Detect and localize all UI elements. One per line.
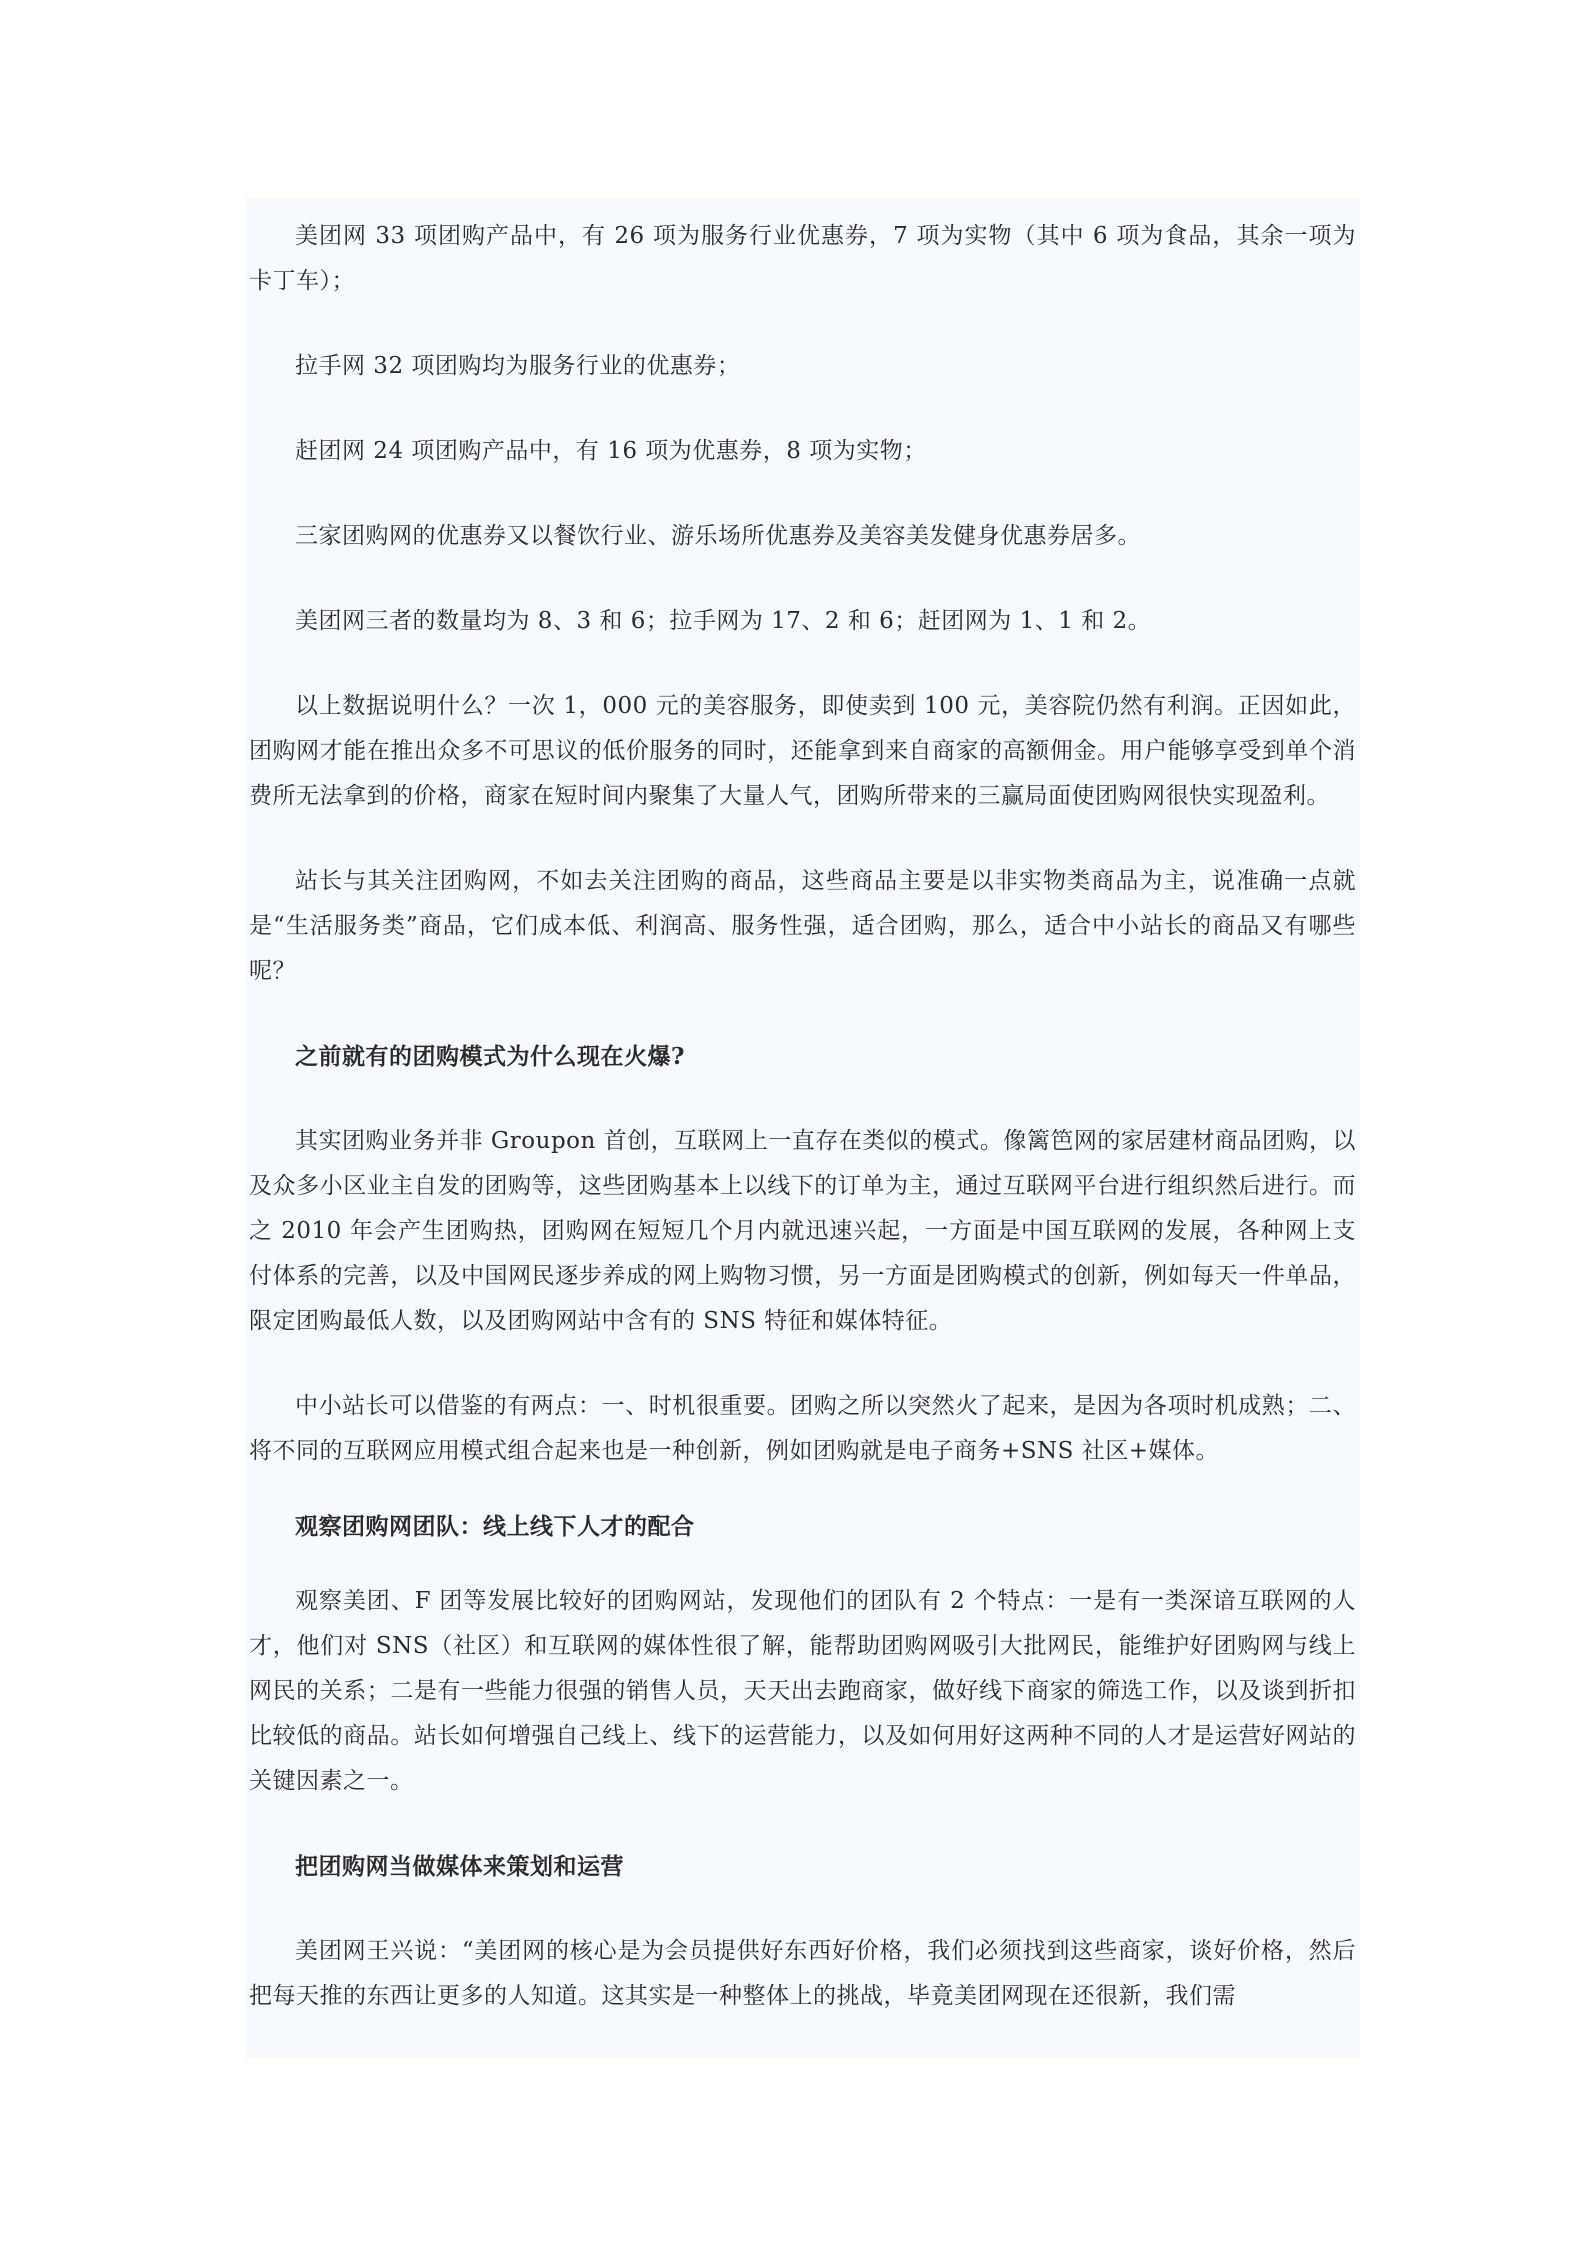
- paragraph: 中小站长可以借鉴的有两点：一、时机很重要。团购之所以突然火了起来，是因为各项时机成熟；二、将不同的互联网应用模式组合起来也是一种创新，例如团购就是电子商务+SNS 社区+媒体。: [249, 1393, 1356, 1464]
- paragraph: 三家团购网的优惠券又以餐饮行业、游乐场所优惠券及美容美发健身优惠券居多。: [295, 523, 1141, 549]
- paragraph: 赶团网 24 项团购产品中，有 16 项为优惠券，8 项为实物；: [295, 438, 927, 464]
- paragraph: 美团网三者的数量均为 8、3 和 6；拉手网为 17、2 和 6；赶团网为 1、1 和 2。: [295, 608, 1152, 634]
- article-body: [245, 198, 1360, 2058]
- section-heading: 把团购网当做媒体来策划和运营: [295, 1853, 624, 1880]
- paragraph: 其实团购业务并非 Groupon 首创，互联网上一直存在类似的模式。像篱笆网的家居建材商品团购，以及众多小区业主自发的团购等，这些团购基本上以线下的订单为主，通过互联网平台进行组织然后进行。而之 2010 年会产生团购热，团购网在短短几个月内就迅速兴起，一方面是中国互联网的发展，各种网上支付体系的完善，以及中国网民逐步养成的网上购物习惯，另一方面是团购模式的创新，例如每天一件单品，限定团购最低人数，以及团购网站中含有的 SNS 特征和媒体特征。: [249, 1128, 1356, 1334]
- paragraph: 拉手网 32 项团购均为服务行业的优惠券；: [295, 353, 741, 379]
- section-heading: 之前就有的团购模式为什么现在火爆?: [295, 1043, 685, 1070]
- paragraph: 美团网王兴说：“美团网的核心是为会员提供好东西好价格，我们必须找到这些商家，谈好价格，然后把每天推的东西让更多的人知道。这其实是一种整体上的挑战，毕竟美团网现在还很新，我们需: [249, 1938, 1356, 2009]
- paragraph: 美团网 33 项团购产品中，有 26 项为服务行业优惠券，7 项为实物（其中 6 项为食品，其余一项为卡丁车）；: [249, 223, 1356, 294]
- paragraph: 观察美团、F 团等发展比较好的团购网站，发现他们的团队有 2 个特点：一是有一类深谙互联网的人才，他们对 SNS（社区）和互联网的媒体性很了解，能帮助团购网吸引大批网民，能维护好团购网与线上网民的关系；二是有一些能力很强的销售人员，天天出去跑商家，做好线下商家的筛选工作，以及谈到折扣比较低的商品。站长如何增强自己线上、线下的运营能力，以及如何用好这两种不同的人才是运营好网站的关键因素之一。: [249, 1588, 1356, 1794]
- paragraph: 以上数据说明什么？一次 1，000 元的美容服务，即使卖到 100 元，美容院仍然有利润。正因如此，团购网才能在推出众多不可思议的低价服务的同时，还能拿到来自商家的高额佣金。用户能够享受到单个消费所无法拿到的价格，商家在短时间内聚集了大量人气，团购所带来的三赢局面使团购网很快实现盈利。: [249, 693, 1356, 809]
- paragraph: 站长与其关注团购网，不如去关注团购的商品，这些商品主要是以非实物类商品为主，说准确一点就是“生活服务类”商品，它们成本低、利润高、服务性强，适合团购，那么，适合中小站长的商品又有哪些呢？: [249, 868, 1356, 984]
- section-heading: 观察团购网团队：线上线下人才的配合: [295, 1513, 695, 1540]
